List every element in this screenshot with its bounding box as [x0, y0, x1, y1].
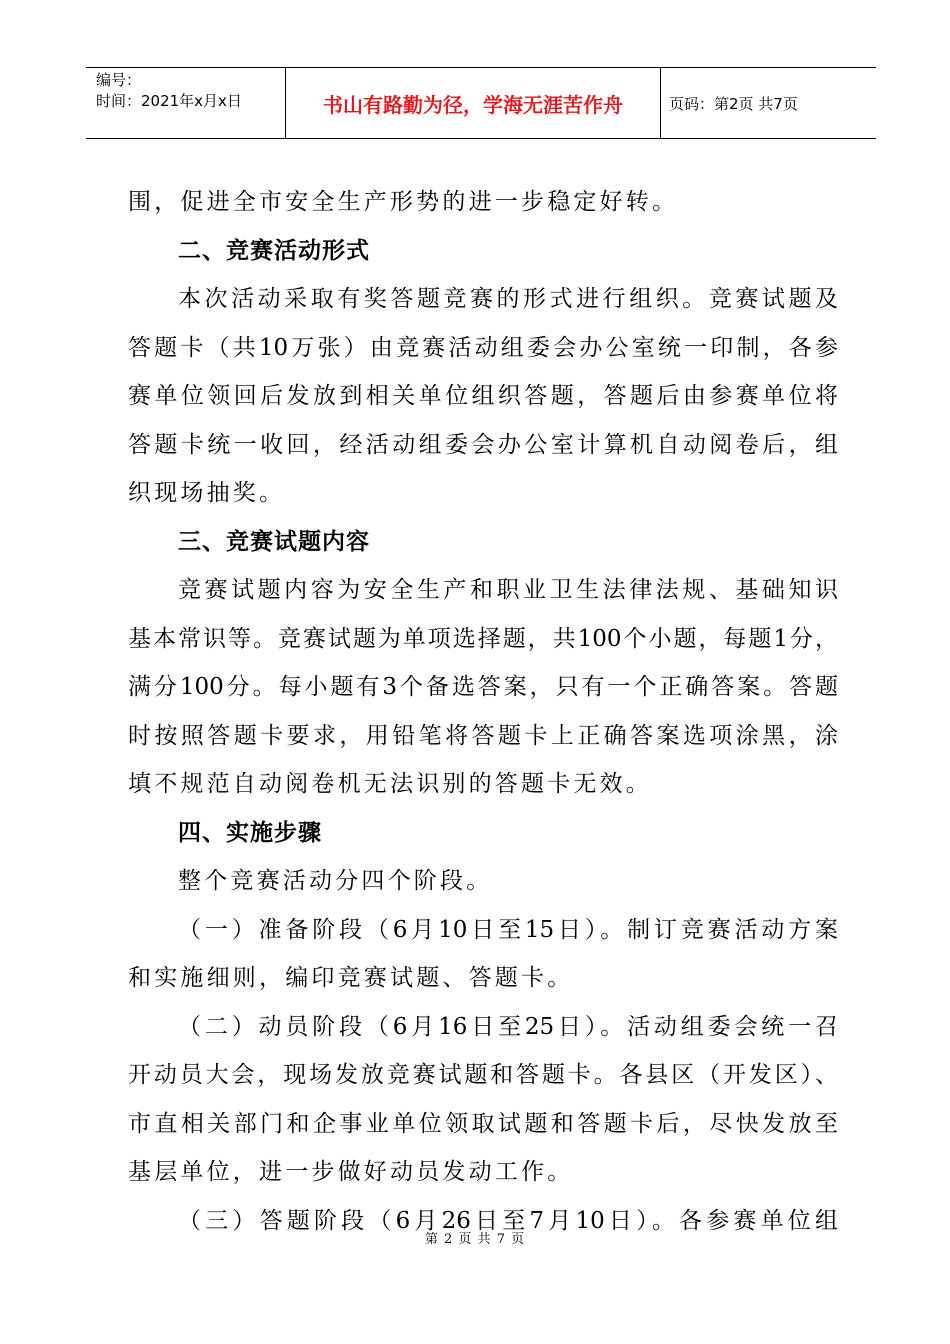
section-heading: 二、竞赛活动形式: [178, 237, 370, 264]
body-text-line: 织现场抽奖。: [128, 480, 286, 506]
body-text-line: （一）准备阶段（6月10日至15日）。制订竞赛活动方案: [178, 916, 838, 943]
body-text-line: （二）动员阶段（6月16日至25日）。活动组委会统一召: [178, 1013, 838, 1040]
header-page-info: 页码：第2页 共7页: [669, 94, 798, 113]
page-footer: 第 2 页 共 7 页: [424, 1232, 526, 1247]
document-number-label: 编号：: [96, 71, 142, 89]
header-meta: [86, 68, 286, 138]
body-text-line: 填不规范自动阅卷机无法识别的答题卡无效。: [128, 771, 652, 797]
document-body: [128, 178, 838, 1245]
body-text-line: 赛单位领回后发放到相关单位组织答题，答题后由参赛单位将: [128, 383, 838, 409]
body-text-line: 和实施细则，编印竞赛试题、答题卡。: [128, 965, 574, 991]
section-heading: 三、竞赛试题内容: [178, 528, 370, 555]
body-text-line: 答题卡（共10万张）由竞赛活动组委会办公室统一印制，各参: [128, 334, 838, 361]
body-text-line: 市直相关部门和企事业单位领取试题和答题卡后，尽快发放至: [128, 1110, 838, 1137]
document-date: 时间：2021年x月x日: [96, 92, 242, 110]
header-motto: 书山有路勤为径，学海无涯苦作舟: [286, 68, 661, 138]
body-text-line: 基本常识等。竞赛试题为单项选择题，共100个小题，每题1分，: [128, 625, 838, 652]
body-text-line: 时按照答题卡要求，用铅笔将答题卡上正确答案选项涂黑，涂: [128, 722, 838, 749]
body-text-line: 开动员大会，现场发放竞赛试题和答题卡。各县区（开发区）、: [128, 1062, 838, 1088]
body-text-line: 竞赛试题内容为安全生产和职业卫生法律法规、基础知识: [178, 577, 838, 603]
body-text-line: 本次活动采取有奖答题竞赛的形式进行组织。竞赛试题及: [178, 286, 838, 312]
body-text-line: 围，促进全市安全生产形势的进一步稳定好转。: [128, 189, 679, 215]
page-header: [86, 67, 876, 139]
section-heading: 四、实施步骤: [178, 819, 322, 846]
body-text-line: 整个竞赛活动分四个阶段。: [178, 868, 493, 894]
body-text-line: 基层单位，进一步做好动员发动工作。: [128, 1159, 574, 1185]
body-text-line: （三）答题阶段（6月26日至7月10日）。各参赛单位组: [178, 1207, 838, 1234]
body-text-line: 答题卡统一收回，经活动组委会办公室计算机自动阅卷后，组: [128, 431, 838, 458]
body-text-line: 满分100分。每小题有3个备选答案，只有一个正确答案。答题: [128, 674, 838, 700]
